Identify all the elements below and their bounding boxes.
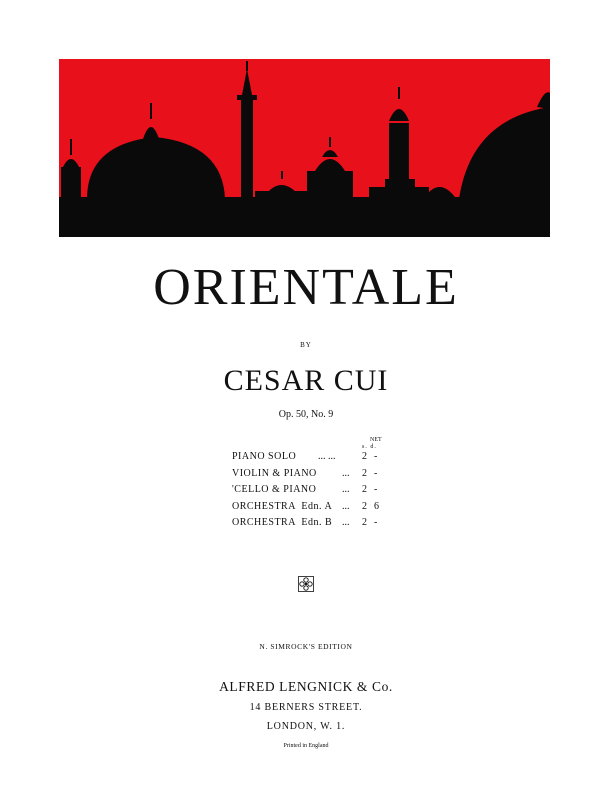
floral-ornament-icon <box>298 576 314 592</box>
price-row <box>232 451 432 468</box>
price-shillings: 2 <box>362 467 367 479</box>
leader-dots: ... <box>342 500 350 512</box>
leader-dots: ... <box>342 484 350 495</box>
arrangement-name: VIOLIN & PIANO <box>232 467 317 479</box>
arrangement-name: 'CELLO & PIANO <box>232 484 317 495</box>
price-pence: - <box>374 517 378 528</box>
price-pence: - <box>374 451 378 462</box>
price-shillings: 2 <box>362 500 367 512</box>
arrangement-name: ORCHESTRA Edn. B <box>232 517 333 528</box>
publisher-street: 14 BERNERS STREET. <box>249 702 363 713</box>
arrangement-name: PIANO SOLO <box>232 451 297 462</box>
price-shillings: 2 <box>362 517 367 528</box>
price-row <box>232 517 432 534</box>
price-row <box>232 484 432 501</box>
price-pence: - <box>374 484 378 495</box>
price-row <box>232 468 432 485</box>
printed-in-note: Printed in England <box>283 743 329 749</box>
by-label: BY <box>300 341 312 349</box>
price-list <box>232 451 432 534</box>
publisher-city: LONDON, W. 1. <box>266 721 346 732</box>
price-pence: - <box>374 467 378 479</box>
skyline-banner <box>59 59 550 237</box>
opus-number: Op. 50, No. 9 <box>278 409 334 420</box>
leader-dots: ... <box>342 467 350 479</box>
price-shillings: 2 <box>362 451 367 462</box>
leader-dots: ... ... <box>318 451 336 462</box>
price-pence: 6 <box>374 500 379 512</box>
price-row <box>232 501 432 518</box>
piece-title: ORIENTALE <box>153 259 459 316</box>
net-label: NET <box>370 437 382 443</box>
publisher-name: ALFRED LENGNICK & Co. <box>219 679 393 694</box>
price-shillings: 2 <box>362 484 367 495</box>
skyline-silhouette-illustration <box>59 59 550 237</box>
composer-name: CESAR CUI <box>223 364 389 397</box>
edition-label: N. SIMROCK'S EDITION <box>259 642 353 651</box>
leader-dots: ... <box>342 517 350 528</box>
arrangement-name: ORCHESTRA Edn. A <box>232 500 333 512</box>
currency-columns-label: s. d. <box>362 444 377 450</box>
